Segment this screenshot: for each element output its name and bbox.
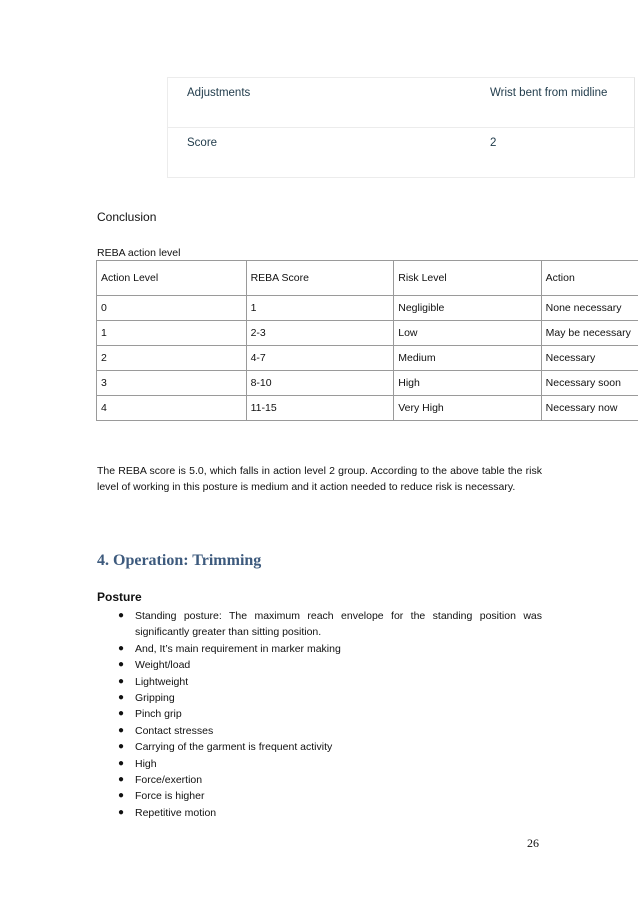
conclusion-heading: Conclusion <box>97 210 157 224</box>
bullet-icon: ● <box>118 708 125 720</box>
list-item <box>118 690 542 706</box>
bullet-icon: ● <box>118 692 125 704</box>
bullet-icon: ● <box>118 675 125 687</box>
list-item-text: Lightweight <box>135 675 189 688</box>
table-row <box>97 371 638 396</box>
table-cell: 3 <box>97 371 247 396</box>
list-item-text: And, It’s main requirement in marker making <box>135 642 341 655</box>
reba-table-caption: REBA action level <box>97 247 181 259</box>
table-cell: High <box>394 371 541 396</box>
table-cell: None necessary <box>541 296 638 321</box>
table-row <box>97 346 638 371</box>
table-cell: Necessary soon <box>541 371 638 396</box>
list-item <box>118 772 542 788</box>
bullet-icon: ● <box>118 659 125 671</box>
bullet-icon: ● <box>118 610 125 621</box>
bullet-icon: ● <box>118 642 125 654</box>
bullet-icon: ● <box>118 757 125 769</box>
list-item <box>118 641 542 657</box>
table-cell: 11-15 <box>246 396 394 421</box>
list-item-text: Pinch grip <box>135 708 182 721</box>
list-item-text: Gripping <box>135 692 175 705</box>
page-number: 26 <box>527 836 539 850</box>
table-cell: 2-3 <box>246 321 394 346</box>
table-cell: Low <box>394 321 541 346</box>
table-cell: Medium <box>394 346 541 371</box>
conclusion-paragraph: The REBA score is 5.0, which falls in action level 2 group. According to the above table the risk level of working in this posture is medium and it action needed to reduce risk is necessary. <box>97 464 542 493</box>
list-item-text: Force/exertion <box>135 774 203 787</box>
table-cell: 2 <box>97 346 247 371</box>
table-cell: Negligible <box>394 296 541 321</box>
adjustments-table <box>167 77 635 178</box>
table-row <box>97 396 638 421</box>
list-item-text: Weight/load <box>135 659 191 672</box>
adjustments-value: Wrist bent from midline <box>490 87 608 99</box>
table-cell: 8-10 <box>246 371 394 396</box>
table-header-row <box>97 261 638 296</box>
score-label: Score <box>187 137 218 149</box>
bullet-icon: ● <box>118 724 125 736</box>
header-reba-score: REBA Score <box>246 261 394 296</box>
list-item <box>118 788 542 804</box>
list-item <box>118 723 542 739</box>
list-item-text: High <box>135 757 157 770</box>
list-item <box>118 706 542 722</box>
bullet-icon: ● <box>118 806 125 818</box>
table-cell: Very High <box>394 396 541 421</box>
table-cell: Necessary now <box>541 396 638 421</box>
table-cell: 4 <box>97 396 247 421</box>
reba-action-level-table <box>96 260 638 421</box>
table-row <box>168 78 634 128</box>
posture-heading: Posture <box>97 590 142 604</box>
posture-bullet-list <box>118 608 542 821</box>
list-item-text: Standing posture: The maximum reach envelope for the standing position was significantly greater than sitting position. <box>135 610 542 639</box>
adjustments-label: Adjustments <box>187 87 251 99</box>
list-item-text: Repetitive motion <box>135 806 217 819</box>
bullet-icon: ● <box>118 790 125 802</box>
table-row <box>168 128 634 177</box>
score-value: 2 <box>490 137 497 149</box>
table-cell: May be necessary <box>541 321 638 346</box>
bullet-icon: ● <box>118 741 125 753</box>
header-action-level: Action Level <box>97 261 247 296</box>
list-item <box>118 608 542 641</box>
list-item <box>118 805 542 821</box>
list-item-text: Contact stresses <box>135 724 214 737</box>
table-cell: 4-7 <box>246 346 394 371</box>
table-row <box>97 296 638 321</box>
section-heading: 4. Operation: Trimming <box>97 552 262 569</box>
list-item <box>118 674 542 690</box>
table-cell: 1 <box>246 296 394 321</box>
bullet-icon: ● <box>118 774 125 786</box>
table-cell: 0 <box>97 296 247 321</box>
header-action: Action <box>541 261 638 296</box>
table-cell: 1 <box>97 321 247 346</box>
header-risk-level: Risk Level <box>394 261 541 296</box>
list-item-text: Carrying of the garment is frequent activity <box>135 741 333 754</box>
list-item <box>118 756 542 772</box>
list-item <box>118 739 542 755</box>
list-item <box>118 657 542 673</box>
list-item-text: Force is higher <box>135 790 205 803</box>
table-row <box>97 321 638 346</box>
table-cell: Necessary <box>541 346 638 371</box>
